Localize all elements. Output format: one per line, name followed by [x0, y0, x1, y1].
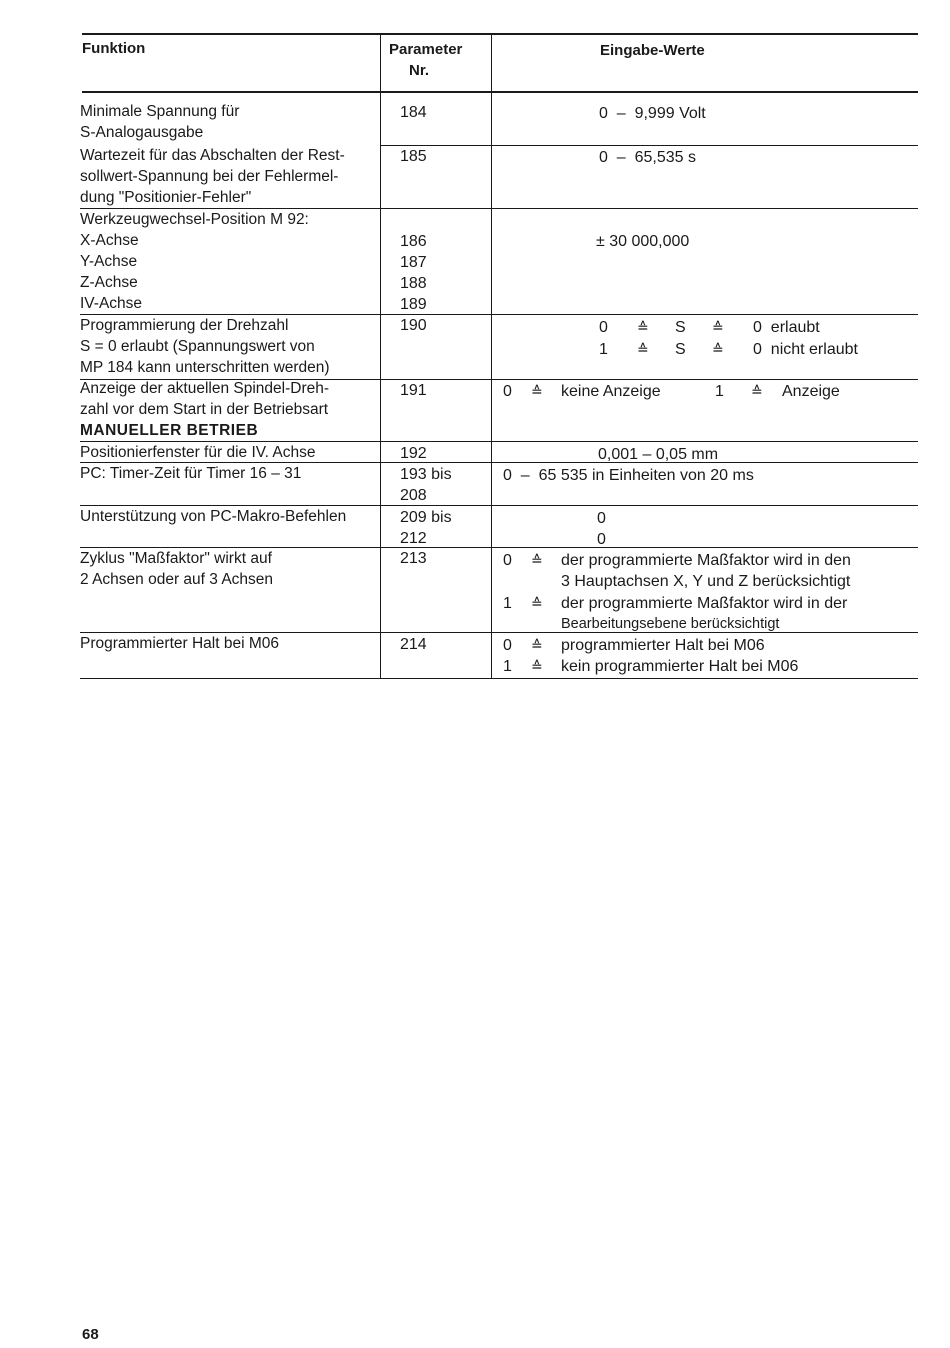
value-text: der programmierte Maßfaktor wird in der [561, 595, 848, 612]
parameter-nr-value: 187 [400, 254, 427, 271]
table-row [80, 442, 316, 463]
funktion-text: Wartezeit für das Abschalten der Rest- [80, 147, 345, 164]
funktion-text: Zyklus "Maßfaktor" wirkt auf [80, 550, 272, 567]
parameter-nr [400, 464, 452, 506]
value-key: 1 [715, 383, 724, 400]
parameter-nr-value: 209 bis [400, 509, 452, 526]
funktion-text: IV-Achse [80, 295, 143, 312]
value-text: 0 [597, 510, 606, 527]
parameter-nr-value: 212 [400, 530, 427, 547]
funktion-text: Programmierter Halt bei M06 [80, 635, 279, 652]
header-eingabe-werte: Eingabe-Werte [600, 42, 705, 59]
parameter-nr-value: 188 [400, 275, 427, 292]
corresponds-symbol: ≙ [637, 341, 649, 357]
funktion-text: zahl vor dem Start in der Betriebsart [80, 401, 329, 418]
eingabe-werte: 0 – 65,535 s [599, 149, 696, 166]
eingabe-werte: 0,001 – 0,05 mm [598, 446, 719, 463]
value-text: Bearbeitungsebene berücksichtigt [561, 616, 780, 632]
funktion-text: X-Achse [80, 232, 139, 249]
funktion-text: Minimale Spannung für [80, 103, 240, 120]
eingabe-werte: 0 – 65 535 in Einheiten von 20 ms [503, 467, 754, 484]
value-key: 1 [599, 341, 608, 358]
parameter-nr: 214 [400, 636, 427, 653]
value-text: 0 erlaubt [753, 319, 820, 336]
header-funktion: Funktion [82, 40, 146, 57]
funktion-text: Positionierfenster für die IV. Achse [80, 444, 316, 461]
table-row [80, 463, 301, 484]
eingabe-werte: 0 – 9,999 Volt [599, 105, 706, 122]
corresponds-symbol: ≙ [751, 383, 763, 399]
value-text: 0 [597, 531, 606, 548]
value-key: 1 [503, 595, 512, 612]
parameter-nr-value: 186 [400, 233, 427, 250]
corresponds-symbol: ≙ [637, 319, 649, 335]
funktion-text: dung "Positionier-Fehler" [80, 189, 252, 206]
parameter-nr-value: 193 bis [400, 466, 452, 483]
parameter-nr [400, 507, 452, 549]
column-divider-2 [491, 35, 492, 678]
table-top-rule [82, 33, 918, 35]
table-row [80, 315, 330, 378]
funktion-text: Anzeige der aktuellen Spindel-Dreh- [80, 380, 330, 397]
eingabe-option [503, 593, 913, 635]
header-parameter: Parameter [389, 41, 463, 58]
corresponds-symbol: ≙ [712, 319, 724, 335]
funktion-text-bold: MANUELLER BETRIEB [80, 422, 259, 439]
corresponds-symbol: ≙ [531, 595, 543, 611]
corresponds-symbol: ≙ [712, 341, 724, 357]
value-text: 0 nicht erlaubt [753, 341, 858, 358]
value-s: S [675, 341, 686, 358]
funktion-text: Unterstützung von PC-Makro-Befehlen [80, 508, 347, 525]
value-key: 0 [503, 637, 512, 654]
value-text: programmierter Halt bei M06 [561, 637, 765, 654]
value-key: 0 [503, 383, 512, 400]
table-row [80, 101, 239, 143]
funktion-text: PC: Timer-Zeit für Timer 16 – 31 [80, 465, 302, 482]
parameter-nr: 192 [400, 445, 427, 462]
table-row [80, 209, 309, 314]
value-text: keine Anzeige [561, 383, 661, 400]
table-row [80, 378, 329, 441]
parameter-nr: 191 [400, 382, 427, 399]
value-text: Anzeige [782, 383, 840, 400]
value-s: S [675, 319, 686, 336]
table-row [80, 548, 273, 590]
parameter-nr: 213 [400, 550, 427, 567]
value-key: 1 [503, 658, 512, 675]
funktion-text: Z-Achse [80, 274, 138, 291]
funktion-text: S = 0 erlaubt (Spannungswert von [80, 338, 315, 355]
table-bottom-rule [80, 678, 918, 679]
value-text: 3 Hauptachsen X, Y und Z berücksichtigt [561, 573, 851, 590]
value-key: 0 [599, 319, 608, 336]
row-rule [380, 145, 918, 146]
funktion-text: Werkzeugwechsel-Position M 92: [80, 211, 309, 228]
parameter-nr-value: 208 [400, 487, 427, 504]
corresponds-symbol: ≙ [531, 637, 543, 653]
funktion-text: Programmierung der Drehzahl [80, 317, 289, 334]
table-row [80, 506, 346, 527]
eingabe-werte [597, 508, 606, 550]
value-text: kein programmierter Halt bei M06 [561, 658, 799, 675]
page-number: 68 [82, 1326, 99, 1343]
corresponds-symbol: ≙ [531, 552, 543, 568]
parameter-nr-value: 189 [400, 296, 427, 313]
header-nr: Nr. [409, 62, 430, 79]
funktion-text: MP 184 kann unterschritten werden) [80, 359, 330, 376]
table-row [80, 145, 345, 208]
corresponds-symbol: ≙ [531, 383, 543, 399]
parameter-nr: 185 [400, 148, 427, 165]
funktion-text: S-Analogausgabe [80, 124, 204, 141]
parameter-nr [400, 231, 427, 315]
value-key: 0 [503, 552, 512, 569]
parameter-nr: 184 [400, 104, 427, 121]
parameter-nr: 190 [400, 317, 427, 334]
funktion-text: 2 Achsen oder auf 3 Achsen [80, 571, 274, 588]
funktion-text: sollwert-Spannung bei der Fehlermel- [80, 168, 339, 185]
corresponds-symbol: ≙ [531, 658, 543, 674]
value-text: der programmierte Maßfaktor wird in den [561, 552, 851, 569]
header-bottom-rule [82, 91, 918, 93]
column-divider-1 [380, 35, 381, 678]
eingabe-option [503, 550, 913, 592]
table-row [80, 633, 279, 654]
eingabe-werte: ± 30 000,000 [596, 233, 690, 250]
funktion-text: Y-Achse [80, 253, 138, 270]
